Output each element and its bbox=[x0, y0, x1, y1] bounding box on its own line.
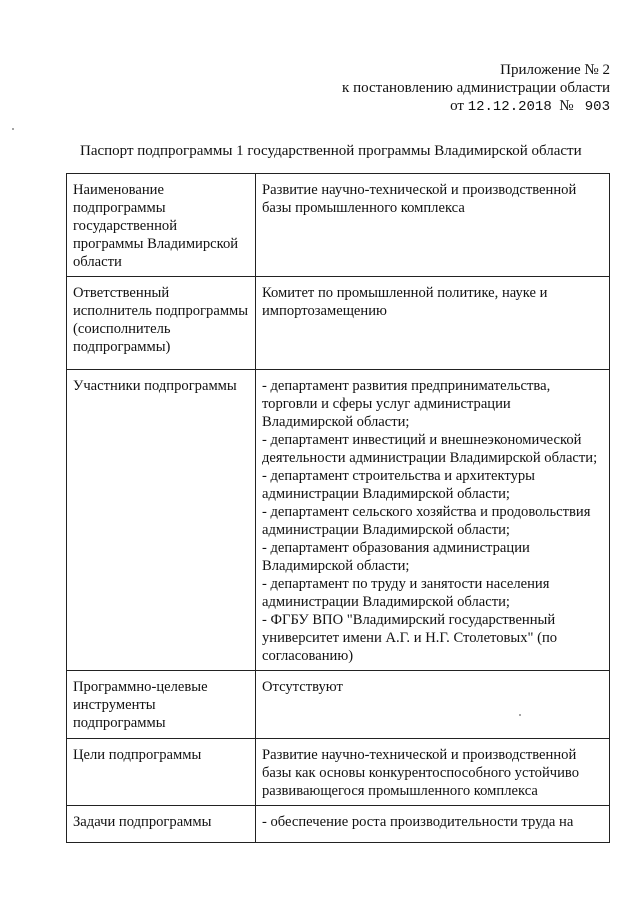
resolution-reference: к постановлению администрации области bbox=[342, 80, 610, 96]
row-value-text: Развитие научно-технической и производственной базы промышленного комплекса bbox=[262, 182, 577, 216]
participant-item: - департамент сельского хозяйства и продовольствия администрации Владимирской области; bbox=[262, 504, 591, 538]
row-value bbox=[256, 739, 610, 806]
row-value bbox=[256, 806, 610, 843]
participant-item: - ФГБУ ВПО "Владимирский государственный университет имени А.Г. и Н.Г. Столетовых" (по согласованию) bbox=[262, 612, 558, 664]
participant-item: - департамент строительства и архитектуры администрации Владимирской области; bbox=[262, 468, 535, 502]
participant-item: - департамент инвестиций и внешнеэкономической деятельности администрации Владимирской области; bbox=[262, 432, 598, 466]
participant-item: - департамент развития предпринимательства, торговли и сферы услуг администрации Владимирской области; bbox=[262, 378, 551, 430]
row-value bbox=[256, 671, 610, 739]
document-title: Паспорт подпрограммы 1 государственной программы Владимирской области bbox=[80, 143, 582, 159]
table-row bbox=[67, 277, 610, 370]
resolution-date: 12.12.2018 bbox=[467, 99, 552, 115]
row-label: Программно-целевые инструменты подпрограммы bbox=[67, 671, 256, 739]
row-label: Ответственный исполнитель подпрограммы (соисполнитель подпрограммы) bbox=[67, 277, 256, 370]
table-row bbox=[67, 671, 610, 739]
row-value-text: Развитие научно-технической и производственной базы как основы конкурентоспособного устойчиво развивающегося промышленного комплекса bbox=[262, 747, 579, 799]
row-value-text: - обеспечение роста производительности труда на bbox=[262, 814, 574, 830]
scan-speck bbox=[519, 714, 521, 716]
row-value-text: Комитет по промышленной политике, науке и импортозамещению bbox=[262, 285, 548, 319]
passport-table bbox=[66, 173, 610, 843]
document-header bbox=[342, 61, 610, 116]
date-prefix: от bbox=[450, 98, 464, 114]
row-label: Задачи подпрограммы bbox=[67, 806, 256, 843]
appendix-label: Приложение № 2 bbox=[500, 62, 610, 78]
table-row bbox=[67, 739, 610, 806]
participant-item: - департамент по труду и занятости населения администрации Владимирской области; bbox=[262, 576, 550, 610]
row-value-text: Отсутствуют bbox=[262, 679, 343, 695]
participant-item: - департамент образования администрации Владимирской области; bbox=[262, 540, 530, 574]
row-value bbox=[256, 370, 610, 671]
date-number-line bbox=[342, 97, 610, 116]
row-value bbox=[256, 174, 610, 277]
row-label: Участники подпрограммы bbox=[67, 370, 256, 671]
row-value bbox=[256, 277, 610, 370]
table-row bbox=[67, 806, 610, 843]
resolution-number: 903 bbox=[584, 99, 610, 115]
table-row bbox=[67, 174, 610, 277]
number-sign: № bbox=[559, 98, 574, 114]
scan-speck bbox=[12, 128, 14, 130]
row-label: Цели подпрограммы bbox=[67, 739, 256, 806]
row-label: Наименование подпрограммы государственной программы Владимирской области bbox=[67, 174, 256, 277]
table-row bbox=[67, 370, 610, 671]
